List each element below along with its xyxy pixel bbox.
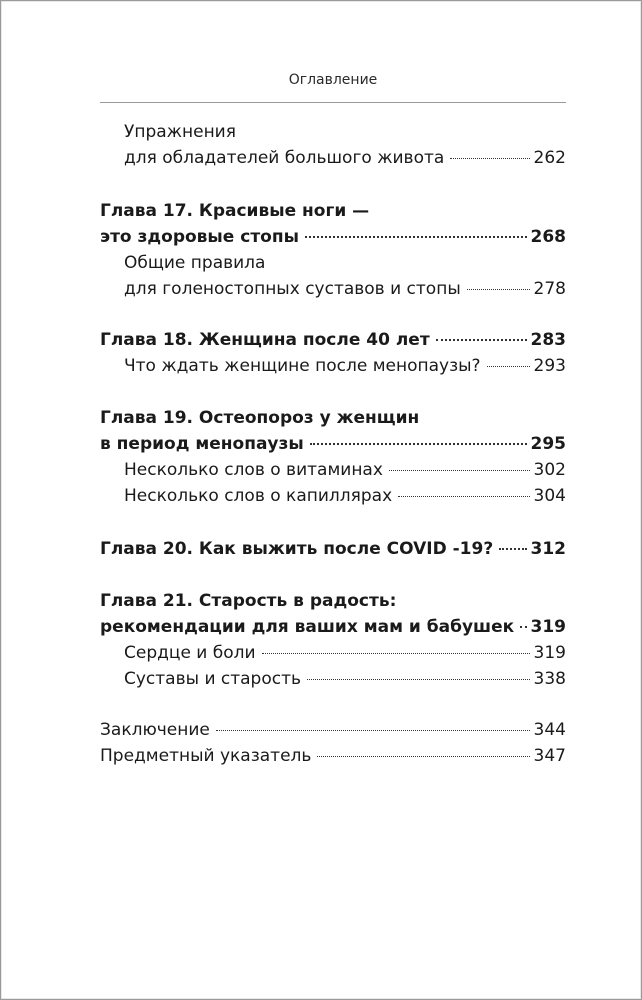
page-number: 278 [533,279,566,299]
toc-title: в период менопаузы [100,434,304,454]
page-number: 283 [530,330,566,350]
chapter-entry[interactable] [100,536,566,562]
toc-title: Сердце и боли [124,643,256,663]
toc-title: Упражнения [124,122,236,142]
page-number: 304 [533,486,566,506]
toc-entry[interactable] [100,717,566,743]
toc-entry-title-line [124,119,566,145]
leader-dots [310,443,527,445]
page-number: 295 [530,434,566,454]
page-number: 312 [530,539,566,559]
toc-title: для голеностопных суставов и стопы [124,279,461,299]
chapter-entry[interactable] [100,224,566,250]
leader-dots [307,679,530,680]
leader-dots [317,756,529,757]
chapter-title-line [100,405,566,431]
leader-dots [520,626,526,628]
page-number: 268 [530,227,566,247]
toc-title: Глава 21. Старость в радость: [100,591,397,611]
toc-entry[interactable] [100,743,566,769]
toc-title: Несколько слов о капиллярах [124,486,393,506]
leader-dots [216,730,530,731]
toc-title: Что ждать женщине после менопаузы? [124,356,481,376]
toc-title: рекомендации для ваших мам и бабушек [100,617,515,637]
chapter-entry[interactable] [100,431,566,457]
leader-dots [398,496,529,497]
toc-entry[interactable] [124,666,566,692]
toc-title: Несколько слов о витаминах [124,460,383,480]
page-number: 319 [533,643,566,663]
leader-dots [499,548,526,550]
toc-entry[interactable] [124,640,566,666]
toc-title: Предметный указатель [100,746,312,766]
page-number: 302 [533,460,566,480]
page-number: 293 [533,356,566,376]
toc-entry-title-line [124,250,566,276]
leader-dots [450,158,529,159]
chapter-entry[interactable] [100,614,566,640]
chapter-title-line [100,198,566,224]
leader-dots [487,366,530,367]
page-number: 344 [533,720,566,740]
toc-title: Глава 18. Женщина после 40 лет [100,330,430,350]
chapter-title-line [100,588,566,614]
leader-dots [467,289,530,290]
toc-title: Суставы и старость [124,669,302,689]
leader-dots [305,236,527,238]
toc-title: Глава 19. Остеопороз у женщин [100,408,420,428]
toc-entry[interactable] [124,457,566,483]
toc-entry[interactable] [124,276,566,302]
running-head: Оглавление [288,72,378,88]
page-number: 347 [533,746,566,766]
toc-entry[interactable] [124,145,566,171]
leader-dots [389,470,530,471]
leader-dots [436,339,527,341]
toc-title: Глава 20. Как выжить после COVID -19? [100,539,494,559]
header-rule [100,102,566,103]
toc-title: для обладателей большого живота [124,148,445,168]
chapter-entry[interactable] [100,327,566,353]
page-number: 319 [530,617,566,637]
toc-title: Общие правила [124,253,266,273]
toc-title: Глава 17. Красивые ноги — [100,201,370,221]
page-number: 338 [533,669,566,689]
toc-title: это здоровые стопы [100,227,299,247]
toc-entry[interactable] [124,353,566,379]
leader-dots [262,653,530,654]
toc-entry[interactable] [124,483,566,509]
toc-title: Заключение [100,720,210,740]
page-number: 262 [533,148,566,168]
